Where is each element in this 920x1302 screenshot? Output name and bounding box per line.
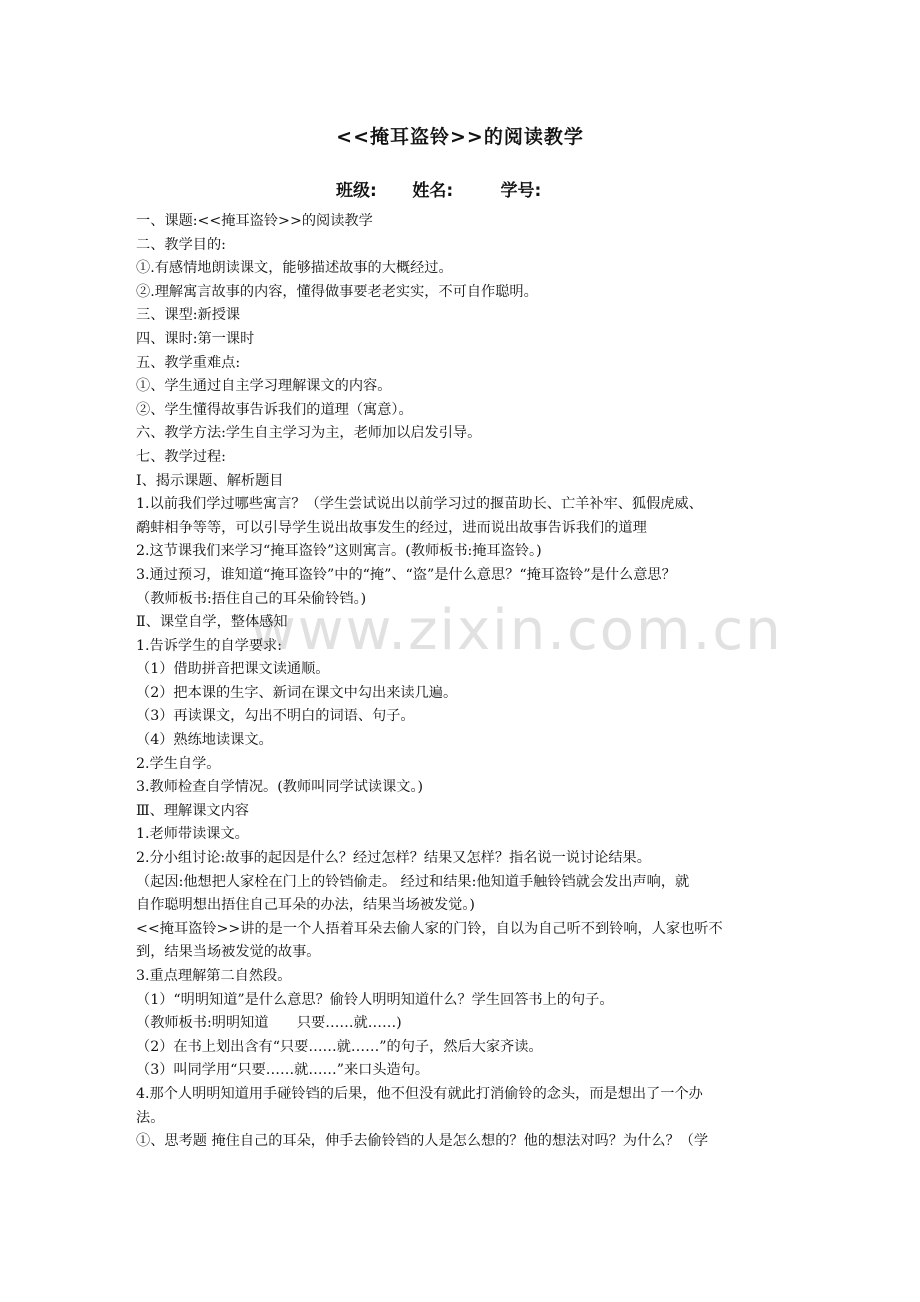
text-line: 三、课型:新授课 (136, 307, 241, 324)
text-line: Ⅰ、揭示课题、解析题目 (136, 472, 284, 489)
text-line: 六、教学方法:学生自主学习为主，老师加以启发引导。 (136, 425, 482, 442)
text-line: ①、思考题 掩住自己的耳朵，伸手去偷铃铛的人是怎么想的？他的想法对吗？为什么？（学 (136, 1133, 709, 1150)
text-line: 五、教学重难点: (136, 354, 241, 371)
text-line: 4.那个人明明知道用手碰铃铛的后果，他不但没有就此打消偷铃的念头，而是想出了一个办 (136, 1085, 703, 1102)
text-line: ①.有感情地朗读课文，能够描述故事的大概经过。 (136, 260, 453, 277)
text-line: 四、课时:第一课时 (136, 330, 255, 347)
text-line: 法。 (136, 1109, 165, 1126)
text-line: 1.老师带读课文。 (136, 826, 249, 843)
class-label: 班级: (336, 181, 377, 201)
text-line: （4）熟练地读课文。 (136, 732, 273, 749)
text-line: 二、教学目的: (136, 236, 226, 253)
text-line: ②、学生懂得故事告诉我们的道理（寓意）。 (136, 401, 413, 418)
text-line: ①、学生通过自主学习理解课文的内容。 (136, 378, 392, 395)
text-line: （3）叫同学用“只要……就……”来口头造句。 (136, 1062, 430, 1079)
text-line: 到，结果当场被发觉的故事。 (136, 944, 321, 961)
text-line: （1）借助拼音把课文读通顺。 (136, 661, 330, 678)
document-title: <<掩耳盗铃>>的阅读教学 (336, 126, 584, 148)
text-line: 3.重点理解第二自然段。 (136, 968, 292, 984)
text-line: Ⅱ、课堂自学，整体感知 (136, 614, 288, 631)
text-line: 鹬蚌相争等等，可以引导学生说出故事发生的经过，进而说出故事告诉我们的道理 (136, 519, 647, 536)
text-line: 2.分小组讨论:故事的起因是什么？经过怎样？结果又怎样？指名说一说讨论结果。 (136, 850, 651, 867)
text-line: （1）“明明知道”是什么意思？偷铃人明明知道什么？学生回答书上的句子。 (136, 991, 614, 1008)
text-line: Ⅲ、理解课文内容 (136, 802, 249, 819)
text-line: 2.这节课我们来学习“掩耳盗铃”这则寓言。(教师板书:掩耳盗铃。) (136, 543, 542, 560)
text-line: 3.教师检查自学情况。(教师叫同学试读课文。) (136, 779, 424, 796)
text-line: （2）把本课的生字、新词在课文中勾出来读几遍。 (136, 684, 458, 701)
text-line: （3）再读课文，勾出不明白的词语、句子。 (136, 708, 415, 725)
text-line: （教师板书:明明知道 只要……就……) (136, 1015, 402, 1032)
name-label: 姓名: (412, 181, 454, 201)
text-line: 3.通过预习，谁知道“掩耳盗铃”中的“掩”、“盗”是什么意思？“掩耳盗铃”是什么意思？ (136, 566, 676, 583)
text-line: 1.以前我们学过哪些寓言？（学生尝试说出以前学习过的揠苗助长、亡羊补牢、狐假虎威、 (136, 496, 703, 513)
text-line: （2）在书上划出含有“只要……就……”的句子，然后大家齐读。 (136, 1038, 543, 1055)
student-id-label: 学号: (500, 181, 542, 201)
text-line: （教师板书:捂住自己的耳朵偷铃铛。) (136, 590, 367, 607)
student-info-line (336, 176, 541, 201)
text-line: 2.学生自学。 (136, 755, 221, 772)
text-line: 自作聪明想出捂住自己耳朵的办法，结果当场被发觉。) (136, 897, 475, 914)
document-body (136, 210, 788, 1154)
text-line: 1.告诉学生的自学要求: (136, 637, 283, 654)
text-line: 一、课题:<<掩耳盗铃>>的阅读教学 (136, 213, 373, 229)
text-line: ②.理解寓言故事的内容，懂得做事要老老实实，不可自作聪明。 (136, 283, 538, 300)
watermark: www.zixin.com.cn (250, 598, 783, 663)
text-line: 七、教学过程: (136, 448, 226, 465)
text-line: （起因:他想把人家栓在门上的铃铛偷走。 经过和结果:他知道手触铃铛就会发出声响，就 (136, 873, 690, 890)
text-line: <<掩耳盗铃>>讲的是一个人捂着耳朵去偷人家的门铃，自以为自己听不到铃响，人家也听不 (136, 920, 723, 937)
